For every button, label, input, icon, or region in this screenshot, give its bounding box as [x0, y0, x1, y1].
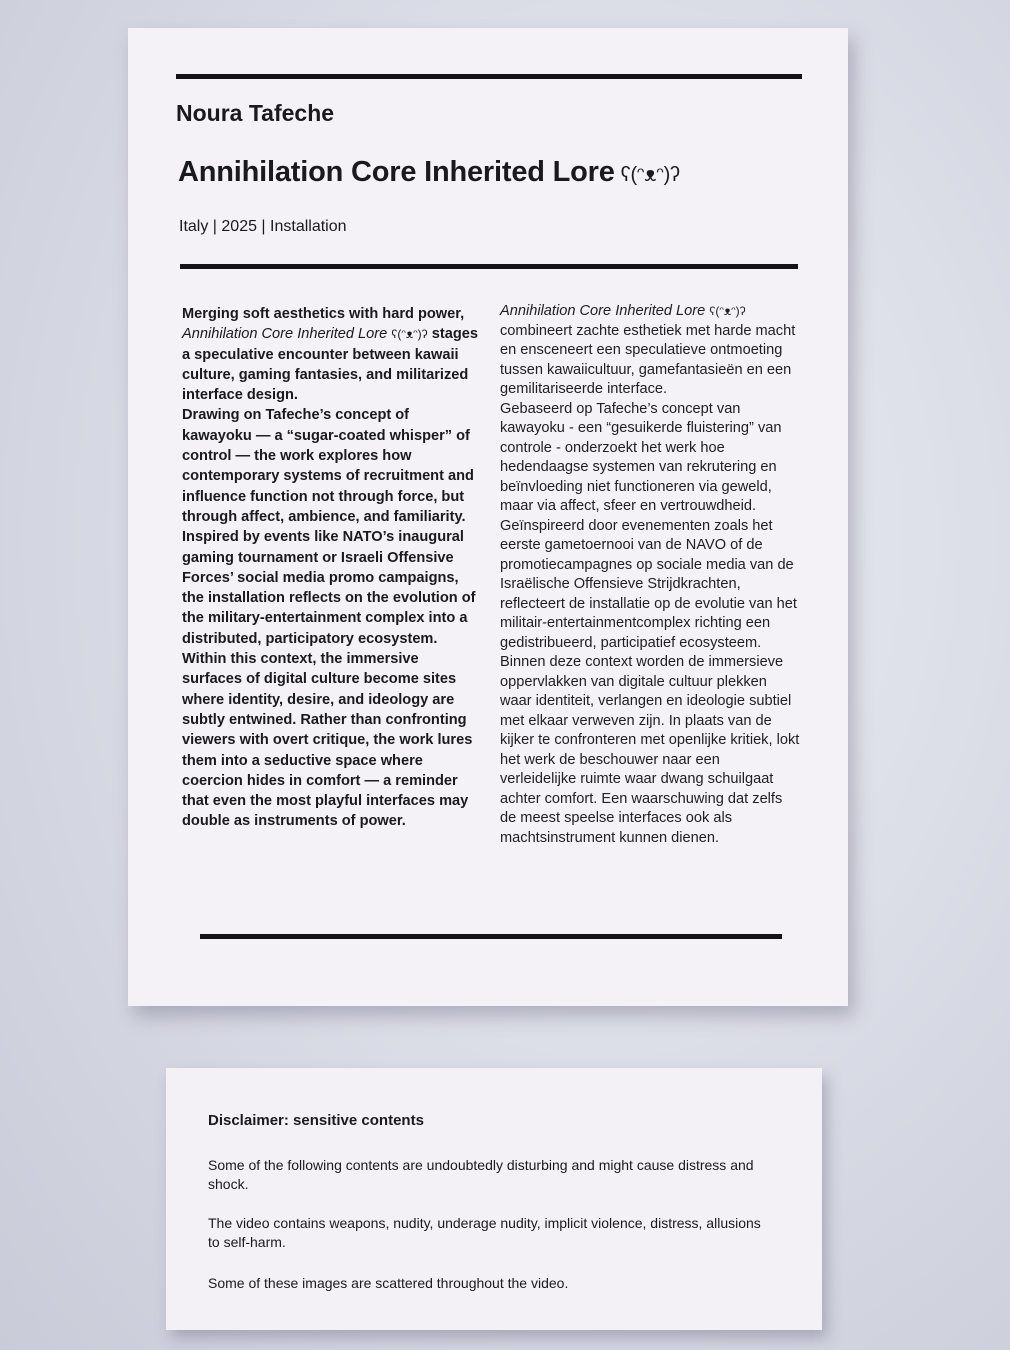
artwork-title-text: Annihilation Core Inherited Lore [178, 156, 615, 188]
bottom-rule [200, 934, 782, 939]
title-emoticon: ʕ(ᵔᴥᵔ)ʔ [620, 164, 680, 186]
english-rest: stages a speculative encounter between kawaii culture, gaming fantasies, and militarized interface design. [182, 326, 478, 404]
disclaimer-plaque [166, 1068, 822, 1330]
dutch-emoticon: ʕ(ᵔᴥᵔ)ʔ [709, 304, 746, 318]
title-rule [180, 264, 798, 269]
disclaimer-paragraph-2: The video contains weapons, nudity, underage nudity, implicit violence, distress, allusions to self-harm. [208, 1215, 761, 1250]
dutch-paragraph-1 [500, 302, 800, 400]
english-emoticon: ʕ(ᵔᴥᵔ)ʔ [391, 327, 428, 342]
dutch-description [500, 302, 800, 848]
english-description [182, 304, 482, 832]
artwork-meta: Italy | 2025 | Installation [179, 218, 347, 235]
english-paragraph-2: Drawing on Tafeche’s concept of kawayoku — a “sugar-coated whisper” of control — the work explores how contemporary systems of recruitment and influence function not through force, but through affect, ambience, and familiarity. Inspired by events like NATO’s inaugural gaming tournament or Israeli Offensive Forces’ social media promo campaigns, the installation reflects on the evolution of the military-entertainment complex into a distributed, participatory ecosystem. Within this context, the immersive surfaces of digital culture become sites where identity, desire, and ideology are subtly entwined. Rather than confronting viewers with overt critique, the work lures them into a seductive space where coercion hides in comfort — a reminder that even the most playful interfaces may double as instruments of power. [182, 407, 476, 830]
disclaimer-paragraph-1: Some of the following contents are undoubtedly disturbing and might cause distress and shock. [208, 1157, 754, 1192]
english-intro: Merging soft aesthetics with hard power, [182, 306, 465, 322]
artwork-title [178, 156, 680, 189]
english-work-title: Annihilation Core Inherited Lore [182, 326, 388, 343]
artist-name: Noura Tafeche [176, 100, 335, 126]
artwork-label-panel [128, 28, 848, 1006]
top-rule [176, 74, 802, 79]
disclaimer-title: Disclaimer: sensitive contents [208, 1112, 424, 1129]
dutch-paragraph-2: Gebaseerd op Tafeche’s concept van kawayoku - een “gesuikerde fluistering” van controle - onderzoekt het werk hoe hedendaagse systemen van rekrutering en beïnvloeding niet functioneren via geweld, maar via affect, sfeer en vertrouwdheid. Geïnspireerd door evenementen zoals het eerste gametoernooi van de NAVO of de promotiecampagnes op sociale media van de Israëlische Offensieve Strijdkrachten, reflecteert de installatie op de evolutie van het militair-entertainmentcomplex richting een gedistribueerd, participatief ecosysteem. Binnen deze context worden de immersieve oppervlakken van digitale cultuur plekken waar identiteit, verlangen en ideologie subtiel met elkaar verweven zijn. In plaats van de kijker te confronteren met openlijke kritiek, lokt het werk de beschouwer naar een verleidelijke ruimte waar dwang schuilgaat achter comfort. Een waarschuwing dat zelfs de meest speelse interfaces ook als machtsinstrument kunnen dienen. [500, 400, 800, 846]
dutch-rest: combineert zachte esthetiek met harde macht en ensceneert een speculatieve ontmoeting tussen kawaiicultuur, gamefantasieën en een gemilitariseerde interface. [500, 322, 796, 397]
disclaimer-paragraph-3: Some of these images are scattered throughout the video. [208, 1275, 569, 1291]
dutch-work-title: Annihilation Core Inherited Lore [500, 303, 706, 319]
english-paragraph-1 [182, 304, 482, 405]
